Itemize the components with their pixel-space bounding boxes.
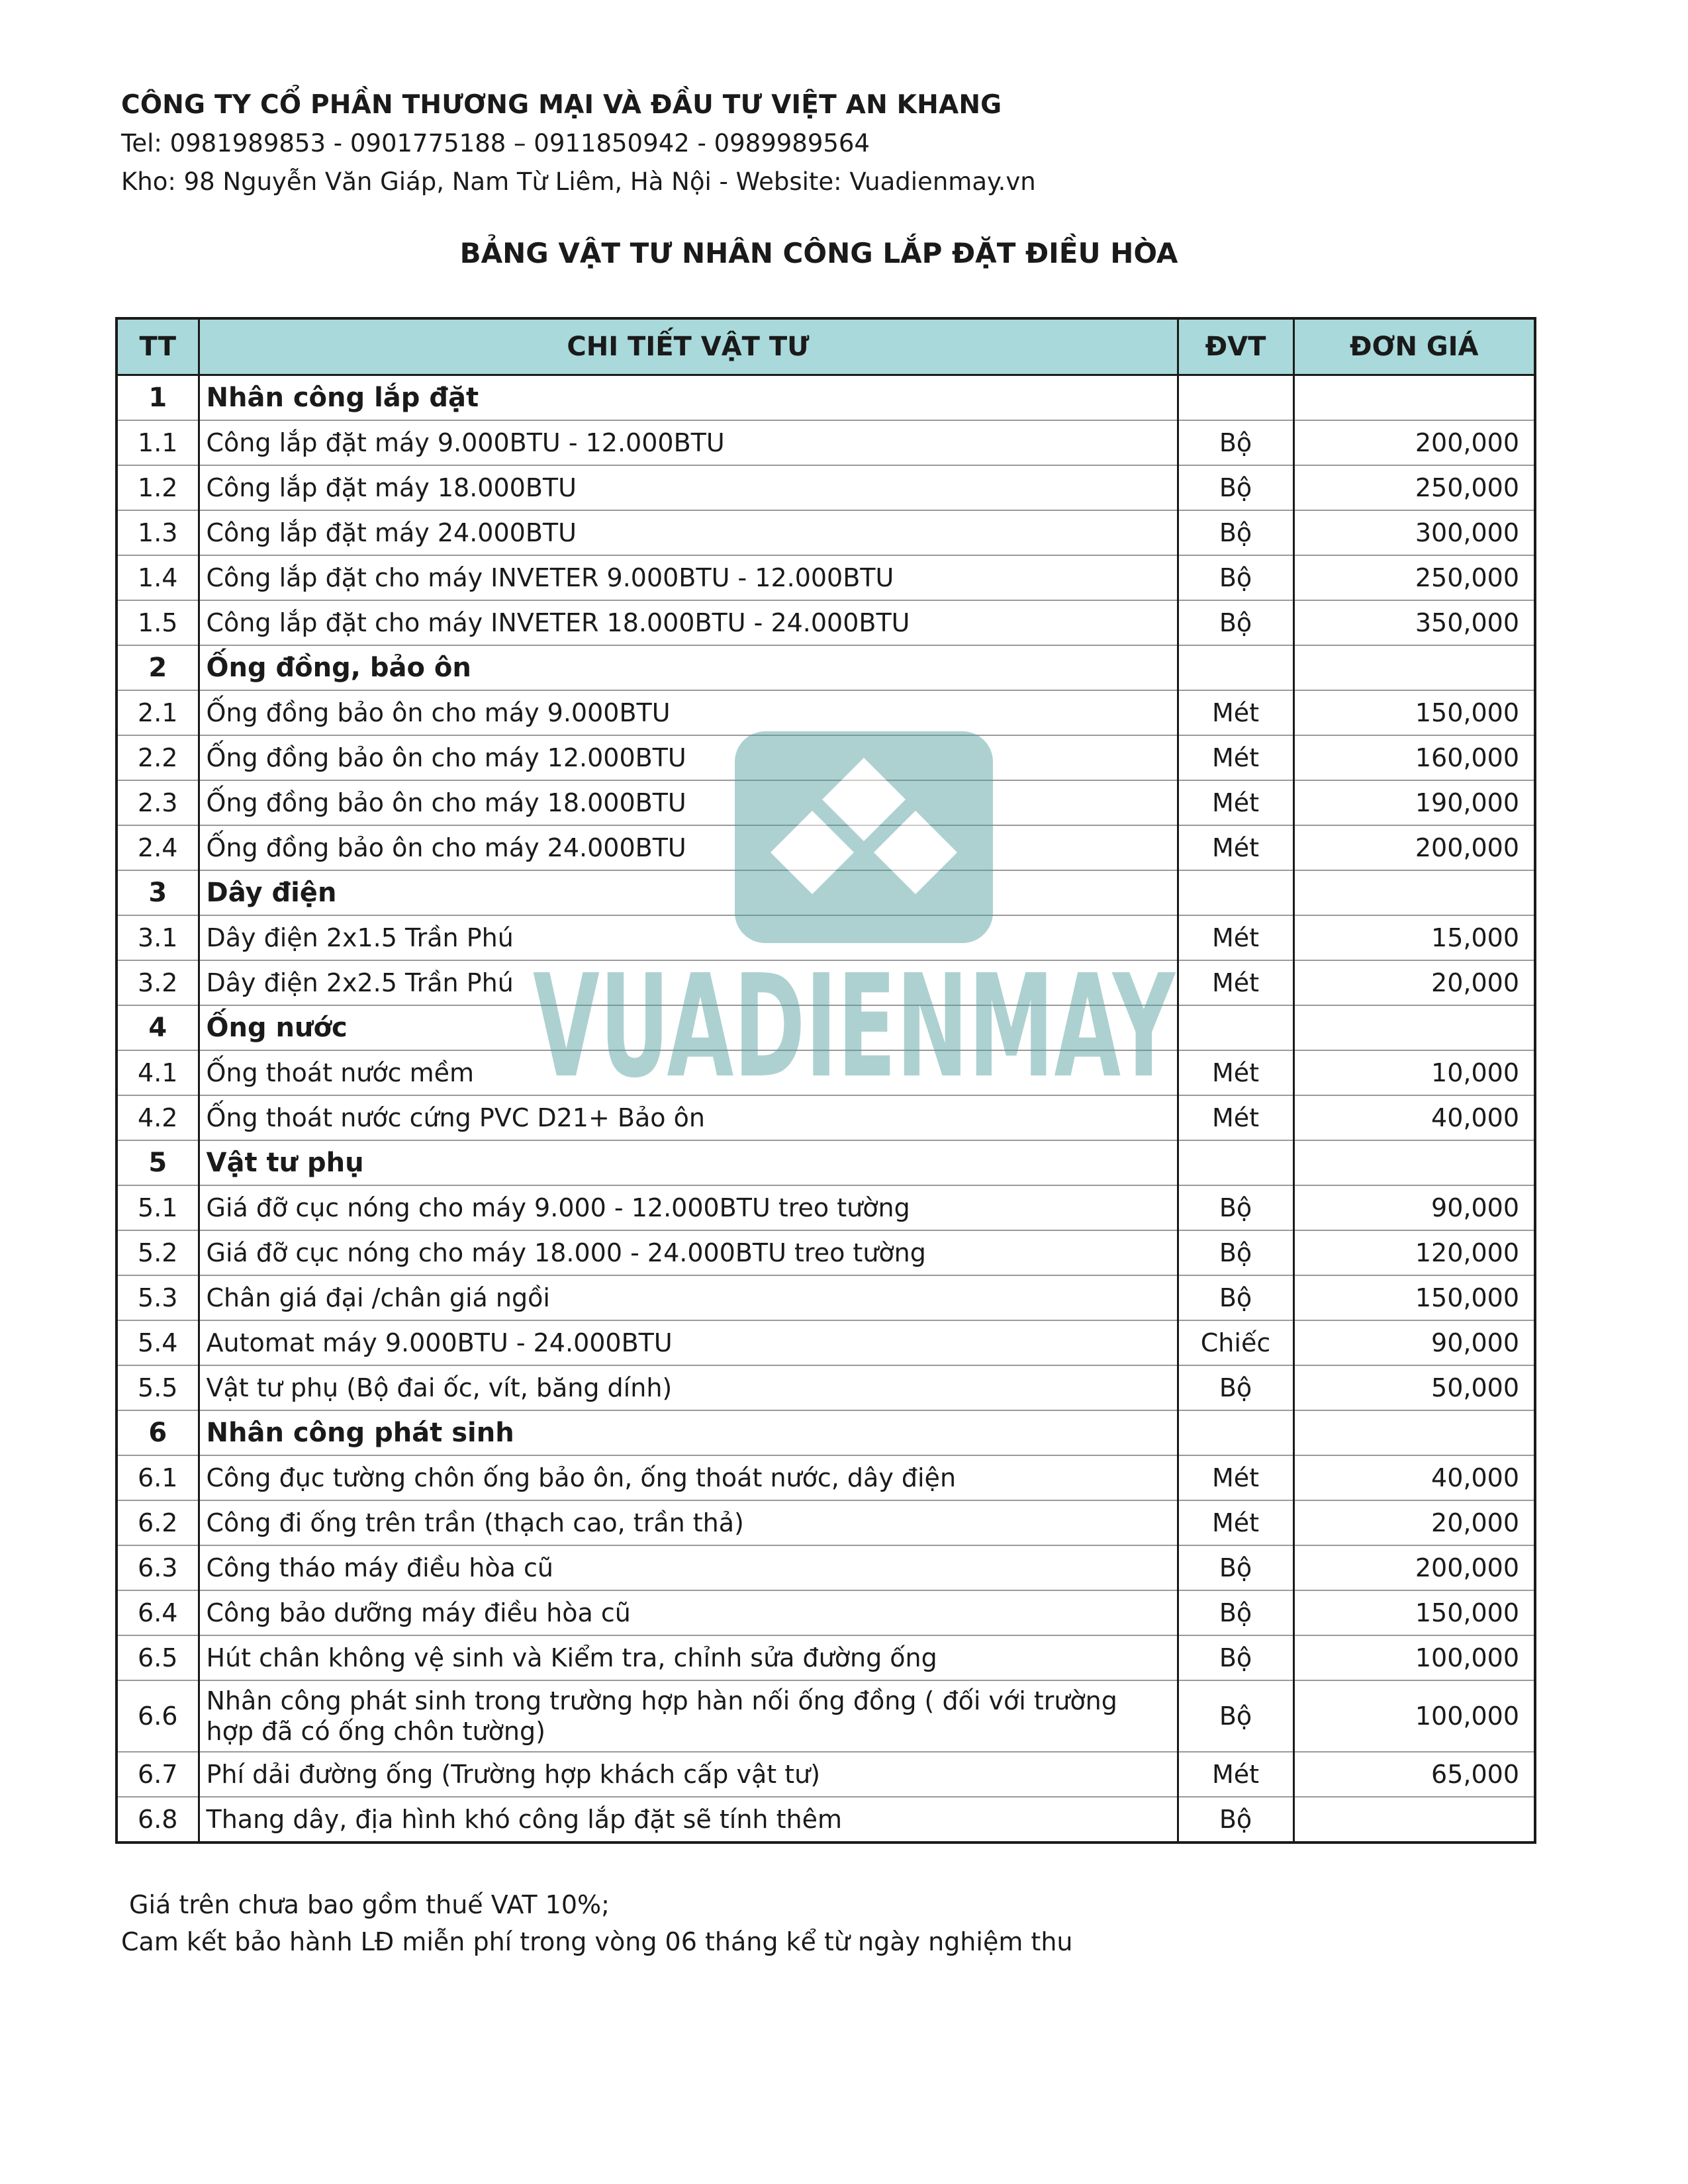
item-description: Công lắp đặt cho máy INVETER 18.000BTU - 24.000BTU (199, 600, 1178, 645)
table-row (117, 1752, 1535, 1797)
item-price: 90,000 (1293, 1320, 1535, 1365)
item-number: 1.1 (117, 420, 199, 465)
table-row (117, 1797, 1535, 1843)
item-price: 300,000 (1293, 510, 1535, 555)
item-price: 250,000 (1293, 555, 1535, 600)
item-unit: Mét (1178, 1455, 1293, 1500)
item-description: Hút chân không vệ sinh và Kiểm tra, chỉnh sửa đường ống (199, 1635, 1178, 1680)
item-description: Ống đồng bảo ôn cho máy 18.000BTU (199, 780, 1178, 825)
group-unit (1178, 1410, 1293, 1455)
item-price: 350,000 (1293, 600, 1535, 645)
item-unit: Bộ (1178, 555, 1293, 600)
table-row (117, 1185, 1535, 1230)
item-number: 2.4 (117, 825, 199, 870)
item-price: 10,000 (1293, 1050, 1535, 1095)
table-row (117, 915, 1535, 960)
item-description: Công lắp đặt cho máy INVETER 9.000BTU - 12.000BTU (199, 555, 1178, 600)
item-unit: Mét (1178, 780, 1293, 825)
table-row (117, 960, 1535, 1005)
company-address: Kho: 98 Nguyễn Văn Giáp, Nam Từ Liêm, Hà Nội - Website: Vuadienmay.vn (121, 167, 1036, 196)
item-description: Ống đồng bảo ôn cho máy 24.000BTU (199, 825, 1178, 870)
item-number: 3.2 (117, 960, 199, 1005)
item-unit: Bộ (1178, 1230, 1293, 1275)
item-unit: Bộ (1178, 1275, 1293, 1320)
item-description: Automat máy 9.000BTU - 24.000BTU (199, 1320, 1178, 1365)
group-price (1293, 1140, 1535, 1185)
table-row (117, 1500, 1535, 1545)
group-row (117, 870, 1535, 915)
item-number: 2.2 (117, 735, 199, 780)
item-price: 40,000 (1293, 1455, 1535, 1500)
item-description: Dây điện 2x1.5 Trần Phú (199, 915, 1178, 960)
item-number: 4.1 (117, 1050, 199, 1095)
item-price: 150,000 (1293, 1590, 1535, 1635)
item-price: 50,000 (1293, 1365, 1535, 1410)
table-body (117, 375, 1535, 1843)
item-description: Công tháo máy điều hòa cũ (199, 1545, 1178, 1590)
item-description: Chân giá đại /chân giá ngồi (199, 1275, 1178, 1320)
group-number: 3 (117, 870, 199, 915)
item-unit: Bộ (1178, 1590, 1293, 1635)
company-name: CÔNG TY CỔ PHẦN THƯƠNG MẠI VÀ ĐẦU TƯ VIỆT AN KHANG (121, 90, 1002, 120)
item-number: 6.2 (117, 1500, 199, 1545)
item-price: 200,000 (1293, 1545, 1535, 1590)
table-row (117, 420, 1535, 465)
header-unit: ĐVT (1178, 318, 1293, 375)
item-unit: Bộ (1178, 1680, 1293, 1752)
item-description: Công lắp đặt máy 18.000BTU (199, 465, 1178, 510)
group-row (117, 375, 1535, 421)
item-price: 250,000 (1293, 465, 1535, 510)
table-header-row (117, 318, 1535, 375)
item-unit: Bộ (1178, 420, 1293, 465)
item-description: Dây điện 2x2.5 Trần Phú (199, 960, 1178, 1005)
group-row (117, 645, 1535, 690)
item-number: 6.6 (117, 1680, 199, 1752)
table-row (117, 1320, 1535, 1365)
table-row (117, 1365, 1535, 1410)
item-unit: Mét (1178, 690, 1293, 735)
company-header (121, 86, 1036, 201)
item-number: 5.5 (117, 1365, 199, 1410)
item-unit: Mét (1178, 1500, 1293, 1545)
item-number: 4.2 (117, 1095, 199, 1140)
item-number: 5.1 (117, 1185, 199, 1230)
item-description: Công bảo dưỡng máy điều hòa cũ (199, 1590, 1178, 1635)
group-number: 4 (117, 1005, 199, 1050)
item-unit: Bộ (1178, 1365, 1293, 1410)
item-price: 200,000 (1293, 825, 1535, 870)
group-name: Ống đồng, bảo ôn (199, 645, 1178, 690)
group-unit (1178, 375, 1293, 421)
item-number: 6.3 (117, 1545, 199, 1590)
note-warranty: Cam kết bảo hành LĐ miễn phí trong vòng 06 tháng kể từ ngày nghiệm thu (121, 1927, 1073, 1956)
item-number: 5.4 (117, 1320, 199, 1365)
price-table (115, 317, 1536, 1844)
item-price (1293, 1797, 1535, 1843)
group-row (117, 1410, 1535, 1455)
group-name: Ống nước (199, 1005, 1178, 1050)
table-row (117, 690, 1535, 735)
item-description: Thang dây, địa hình khó công lắp đặt sẽ tính thêm (199, 1797, 1178, 1843)
item-number: 1.3 (117, 510, 199, 555)
item-unit: Mét (1178, 960, 1293, 1005)
table-row (117, 1095, 1535, 1140)
item-unit: Bộ (1178, 1185, 1293, 1230)
group-row (117, 1140, 1535, 1185)
item-number: 6.8 (117, 1797, 199, 1843)
group-unit (1178, 1140, 1293, 1185)
item-price: 20,000 (1293, 1500, 1535, 1545)
header-description: CHI TIẾT VẬT TƯ (199, 318, 1178, 375)
group-number: 6 (117, 1410, 199, 1455)
group-name: Dây điện (199, 870, 1178, 915)
item-unit: Mét (1178, 825, 1293, 870)
group-price (1293, 1410, 1535, 1455)
item-number: 6.4 (117, 1590, 199, 1635)
header-tt: TT (117, 318, 199, 375)
item-price: 120,000 (1293, 1230, 1535, 1275)
item-description: Nhân công phát sinh trong trường hợp hàn nối ống đồng ( đối với trường hợp đã có ống chôn tường) (199, 1680, 1178, 1752)
table-row (117, 1635, 1535, 1680)
table-row (117, 600, 1535, 645)
table-row (117, 510, 1535, 555)
item-description: Ống thoát nước mềm (199, 1050, 1178, 1095)
company-tel: Tel: 0981989853 - 0901775188 – 0911850942 - 0989989564 (121, 129, 870, 158)
item-description: Ống thoát nước cứng PVC D21+ Bảo ôn (199, 1095, 1178, 1140)
item-description: Ống đồng bảo ôn cho máy 12.000BTU (199, 735, 1178, 780)
item-price: 15,000 (1293, 915, 1535, 960)
item-price: 100,000 (1293, 1635, 1535, 1680)
item-unit: Bộ (1178, 465, 1293, 510)
item-description: Phí dải đường ống (Trường hợp khách cấp vật tư) (199, 1752, 1178, 1797)
table-row (117, 465, 1535, 510)
group-price (1293, 870, 1535, 915)
item-description: Công đục tường chôn ống bảo ôn, ống thoát nước, dây điện (199, 1455, 1178, 1500)
item-number: 2.1 (117, 690, 199, 735)
table-row (117, 555, 1535, 600)
item-number: 1.2 (117, 465, 199, 510)
table-row (117, 1455, 1535, 1500)
item-price: 40,000 (1293, 1095, 1535, 1140)
group-unit (1178, 645, 1293, 690)
item-description: Ống đồng bảo ôn cho máy 9.000BTU (199, 690, 1178, 735)
notes (121, 1886, 1073, 1960)
item-number: 2.3 (117, 780, 199, 825)
item-price: 100,000 (1293, 1680, 1535, 1752)
group-row (117, 1005, 1535, 1050)
item-price: 65,000 (1293, 1752, 1535, 1797)
item-description: Công lắp đặt máy 24.000BTU (199, 510, 1178, 555)
item-price: 150,000 (1293, 690, 1535, 735)
item-description: Công lắp đặt máy 9.000BTU - 12.000BTU (199, 420, 1178, 465)
group-number: 2 (117, 645, 199, 690)
item-description: Vật tư phụ (Bộ đai ốc, vít, băng dính) (199, 1365, 1178, 1410)
item-number: 6.5 (117, 1635, 199, 1680)
watermark-text: VUADIENMAY (533, 944, 1176, 1089)
item-price: 160,000 (1293, 735, 1535, 780)
table-row (117, 1050, 1535, 1095)
item-unit: Bộ (1178, 1545, 1293, 1590)
group-name: Nhân công phát sinh (199, 1410, 1178, 1455)
group-number: 1 (117, 375, 199, 421)
item-number: 3.1 (117, 915, 199, 960)
item-description: Giá đỡ cục nóng cho máy 9.000 - 12.000BTU treo tường (199, 1185, 1178, 1230)
item-number: 5.2 (117, 1230, 199, 1275)
group-name: Nhân công lắp đặt (199, 375, 1178, 421)
table-row (117, 1545, 1535, 1590)
header-price: ĐƠN GIÁ (1293, 318, 1535, 375)
table-row (117, 780, 1535, 825)
item-unit: Mét (1178, 1095, 1293, 1140)
item-unit: Bộ (1178, 510, 1293, 555)
table-row (117, 1590, 1535, 1635)
table-row (117, 825, 1535, 870)
group-price (1293, 645, 1535, 690)
item-number: 6.7 (117, 1752, 199, 1797)
item-unit: Mét (1178, 1050, 1293, 1095)
note-vat: Giá trên chưa bao gồm thuế VAT 10%; (129, 1890, 610, 1919)
group-unit (1178, 1005, 1293, 1050)
item-number: 6.1 (117, 1455, 199, 1500)
item-unit: Bộ (1178, 600, 1293, 645)
item-unit: Mét (1178, 735, 1293, 780)
table-row (117, 1680, 1535, 1752)
document-title: BẢNG VẬT TƯ NHÂN CÔNG LẮP ĐẶT ĐIỀU HÒA (459, 237, 1178, 269)
group-price (1293, 375, 1535, 421)
table-row (117, 1230, 1535, 1275)
group-name: Vật tư phụ (199, 1140, 1178, 1185)
item-price: 190,000 (1293, 780, 1535, 825)
item-description: Giá đỡ cục nóng cho máy 18.000 - 24.000BTU treo tường (199, 1230, 1178, 1275)
item-price: 150,000 (1293, 1275, 1535, 1320)
item-unit: Bộ (1178, 1797, 1293, 1843)
table-row (117, 735, 1535, 780)
item-number: 1.5 (117, 600, 199, 645)
item-price: 200,000 (1293, 420, 1535, 465)
item-number: 5.3 (117, 1275, 199, 1320)
group-unit (1178, 870, 1293, 915)
item-unit: Chiếc (1178, 1320, 1293, 1365)
item-unit: Bộ (1178, 1635, 1293, 1680)
item-description: Công đi ống trên trần (thạch cao, trần thả) (199, 1500, 1178, 1545)
item-number: 1.4 (117, 555, 199, 600)
group-number: 5 (117, 1140, 199, 1185)
item-unit: Mét (1178, 1752, 1293, 1797)
table-row (117, 1275, 1535, 1320)
item-price: 20,000 (1293, 960, 1535, 1005)
item-price: 90,000 (1293, 1185, 1535, 1230)
item-unit: Mét (1178, 915, 1293, 960)
group-price (1293, 1005, 1535, 1050)
